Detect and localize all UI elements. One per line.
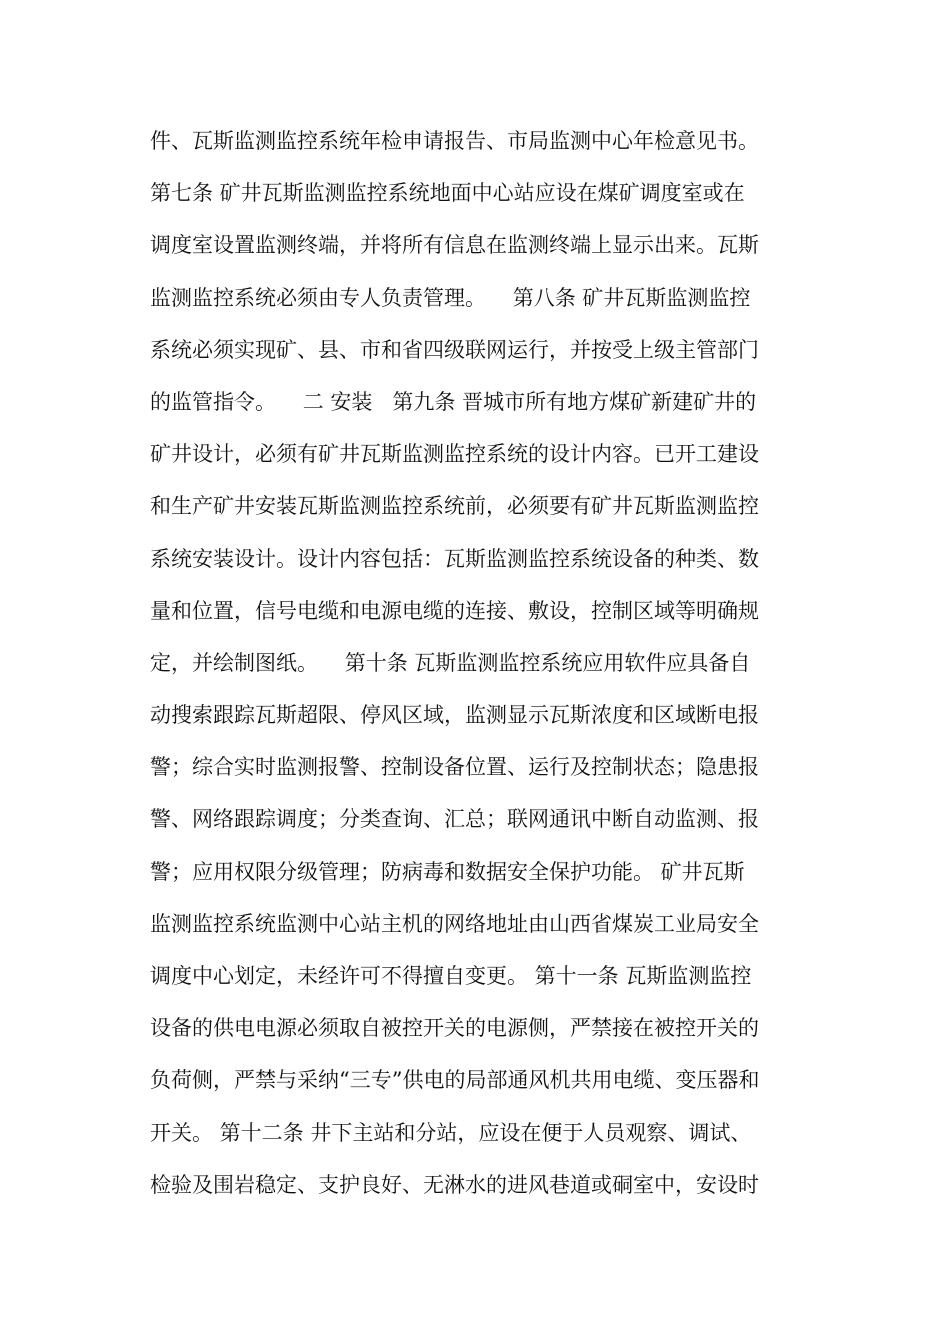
- text-line: 监测监控系统监测中心站主机的网络地址由山西省煤炭工业局安全: [150, 911, 759, 936]
- text-line: 和生产矿井安装瓦斯监测监控系统前，必须要有矿井瓦斯监测监控: [150, 494, 759, 519]
- text-line: 第七条 矿井瓦斯监测监控系统地面中心站应设在煤矿调度室或在: [150, 181, 745, 206]
- text-line: 监测监控系统必须由专人负责管理。 第八条 矿井瓦斯监测监控: [150, 285, 751, 310]
- text-line: 定，并绘制图纸。 第十条 瓦斯监测监控系统应用软件应具备自: [150, 650, 751, 675]
- text-line: 警；综合实时监测报警、控制设备位置、运行及控制状态；隐患报: [150, 755, 759, 780]
- text-line: 的监管指令。 二 安装 第九条 晋城市所有地方煤矿新建矿井的: [150, 389, 757, 414]
- text-line: 检验及围岩稳定、支护良好、无淋水的进风巷道或硐室中，安设时: [150, 1172, 759, 1197]
- text-line: 件、瓦斯监测监控系统年检申请报告、市局监测中心年检意见书。: [150, 129, 759, 153]
- text-line: 设备的供电电源必须取自被控开关的电源侧，严禁接在被控开关的: [150, 1016, 759, 1041]
- text-line: 警、网络跟踪调度；分类查询、汇总；联网通讯中断自动监测、报: [150, 807, 759, 832]
- text-line: 动搜索跟踪瓦斯超限、停风区域，监测显示瓦斯浓度和区域断电报: [150, 703, 759, 728]
- text-line: 调度室设置监测终端，并将所有信息在监测终端上显示出来。瓦斯: [150, 233, 759, 258]
- text-line: 负荷侧，严禁与采纳“三专”供电的局部通风机共用电缆、变压器和: [150, 1068, 760, 1093]
- text-line: 系统安装设计。设计内容包括：瓦斯监测监控系统设备的种类、数: [150, 546, 759, 571]
- text-line: 矿井设计，必须有矿井瓦斯监测监控系统的设计内容。已开工建设: [150, 442, 759, 467]
- text-line: 警；应用权限分级管理；防病毒和数据安全保护功能。 矿井瓦斯: [150, 859, 745, 884]
- text-line: 开关。 第十二条 井下主站和分站，应设在便于人员观察、调试、: [150, 1120, 752, 1145]
- body-text: [150, 115, 810, 1211]
- text-line: 系统必须实现矿、县、市和省四级联网运行，并按受上级主管部门: [150, 337, 759, 362]
- text-line: 调度中心划定，未经许可不得擅自变更。 第十一条 瓦斯监测监控: [150, 964, 752, 988]
- text-line: 量和位置，信号电缆和电源电缆的连接、敷设，控制区域等明确规: [150, 598, 759, 623]
